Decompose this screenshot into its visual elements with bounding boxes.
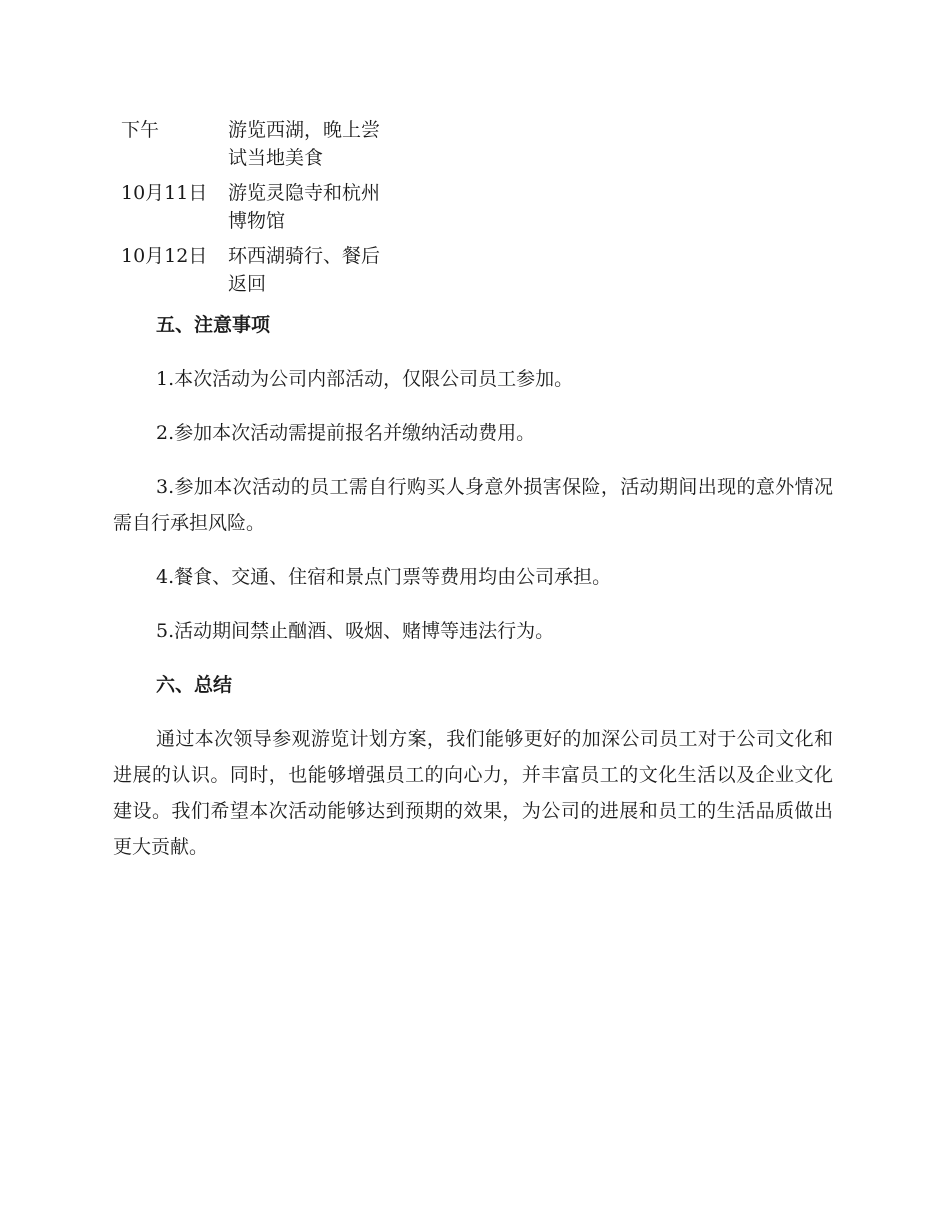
section-heading-summary: 六、总结 [156, 674, 233, 696]
schedule-table [121, 116, 401, 305]
section-heading-notes: 五、注意事项 [156, 314, 271, 336]
schedule-activity: 游览灵隐寺和杭州博物馆 [228, 182, 381, 232]
schedule-date: 10月12日 [121, 245, 208, 267]
schedule-activity: 环西湖骑行、餐后返回 [228, 245, 381, 295]
summary-paragraph: 通过本次领导参观游览计划方案，我们能够更好的加深公司员工对于公司文化和进展的认识。同时，也能够增强员工的向心力，并丰富员工的文化生活以及企业文化建设。我们希望本次活动能够达到预期的效果，为公司的进展和员工的生活品质做出更大贡献。 [113, 728, 833, 858]
note-item: 5.活动期间禁止酗酒、吸烟、赌博等违法行为。 [156, 620, 555, 642]
schedule-row [121, 179, 401, 235]
schedule-row [121, 116, 401, 172]
document-body [113, 307, 833, 883]
note-item: 3.参加本次活动的员工需自行购买人身意外损害保险，活动期间出现的意外情况需自行承担风险。 [113, 476, 833, 534]
schedule-date: 下午 [121, 119, 160, 141]
note-item: 2.参加本次活动需提前报名并缴纳活动费用。 [156, 422, 536, 444]
schedule-date: 10月11日 [121, 182, 208, 204]
schedule-activity: 游览西湖，晚上尝试当地美食 [228, 119, 381, 169]
note-item: 1.本次活动为公司内部活动，仅限公司员工参加。 [156, 368, 574, 390]
schedule-row [121, 242, 401, 298]
note-item: 4.餐食、交通、住宿和景点门票等费用均由公司承担。 [156, 566, 612, 588]
